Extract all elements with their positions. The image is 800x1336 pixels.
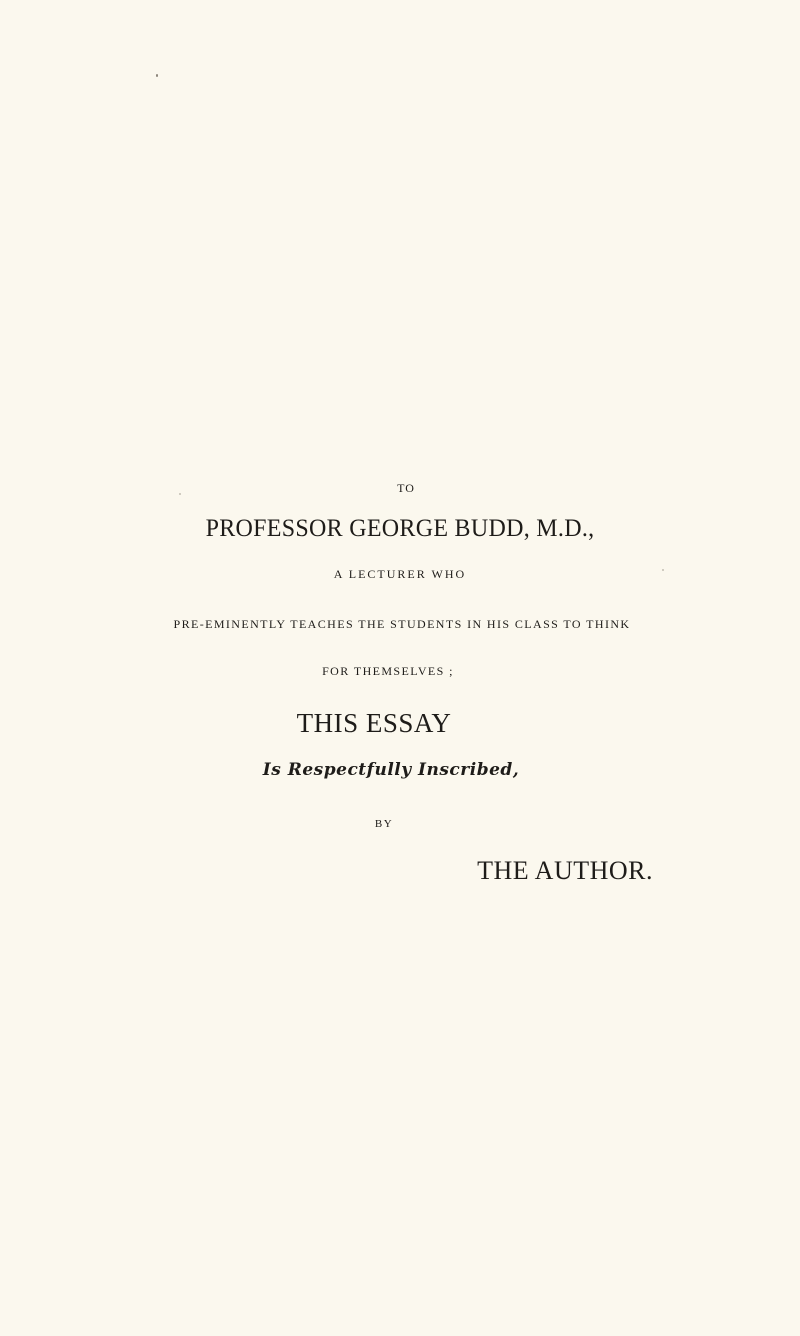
- for-themselves-line: FOR THEMSELVES ;: [322, 664, 454, 678]
- to-line: TO: [397, 481, 415, 495]
- lecturer-line: A LECTURER WHO: [333, 567, 467, 581]
- paper-speck: [179, 493, 181, 495]
- author-line: THE AUTHOR.: [477, 856, 653, 885]
- essay-line: THIS ESSAY: [296, 708, 452, 738]
- paper-speck: [662, 569, 664, 571]
- by-line: BY: [374, 818, 394, 830]
- paper-speck: [156, 74, 158, 77]
- inscribed-line: Is Respectfully Inscribed,: [262, 760, 520, 780]
- description-line: PRE-EMINENTLY TEACHES THE STUDENTS IN HIS CLASS TO THINK: [173, 617, 631, 631]
- dedicatee-name: PROFESSOR GEORGE BUDD, M.D.,: [205, 515, 595, 542]
